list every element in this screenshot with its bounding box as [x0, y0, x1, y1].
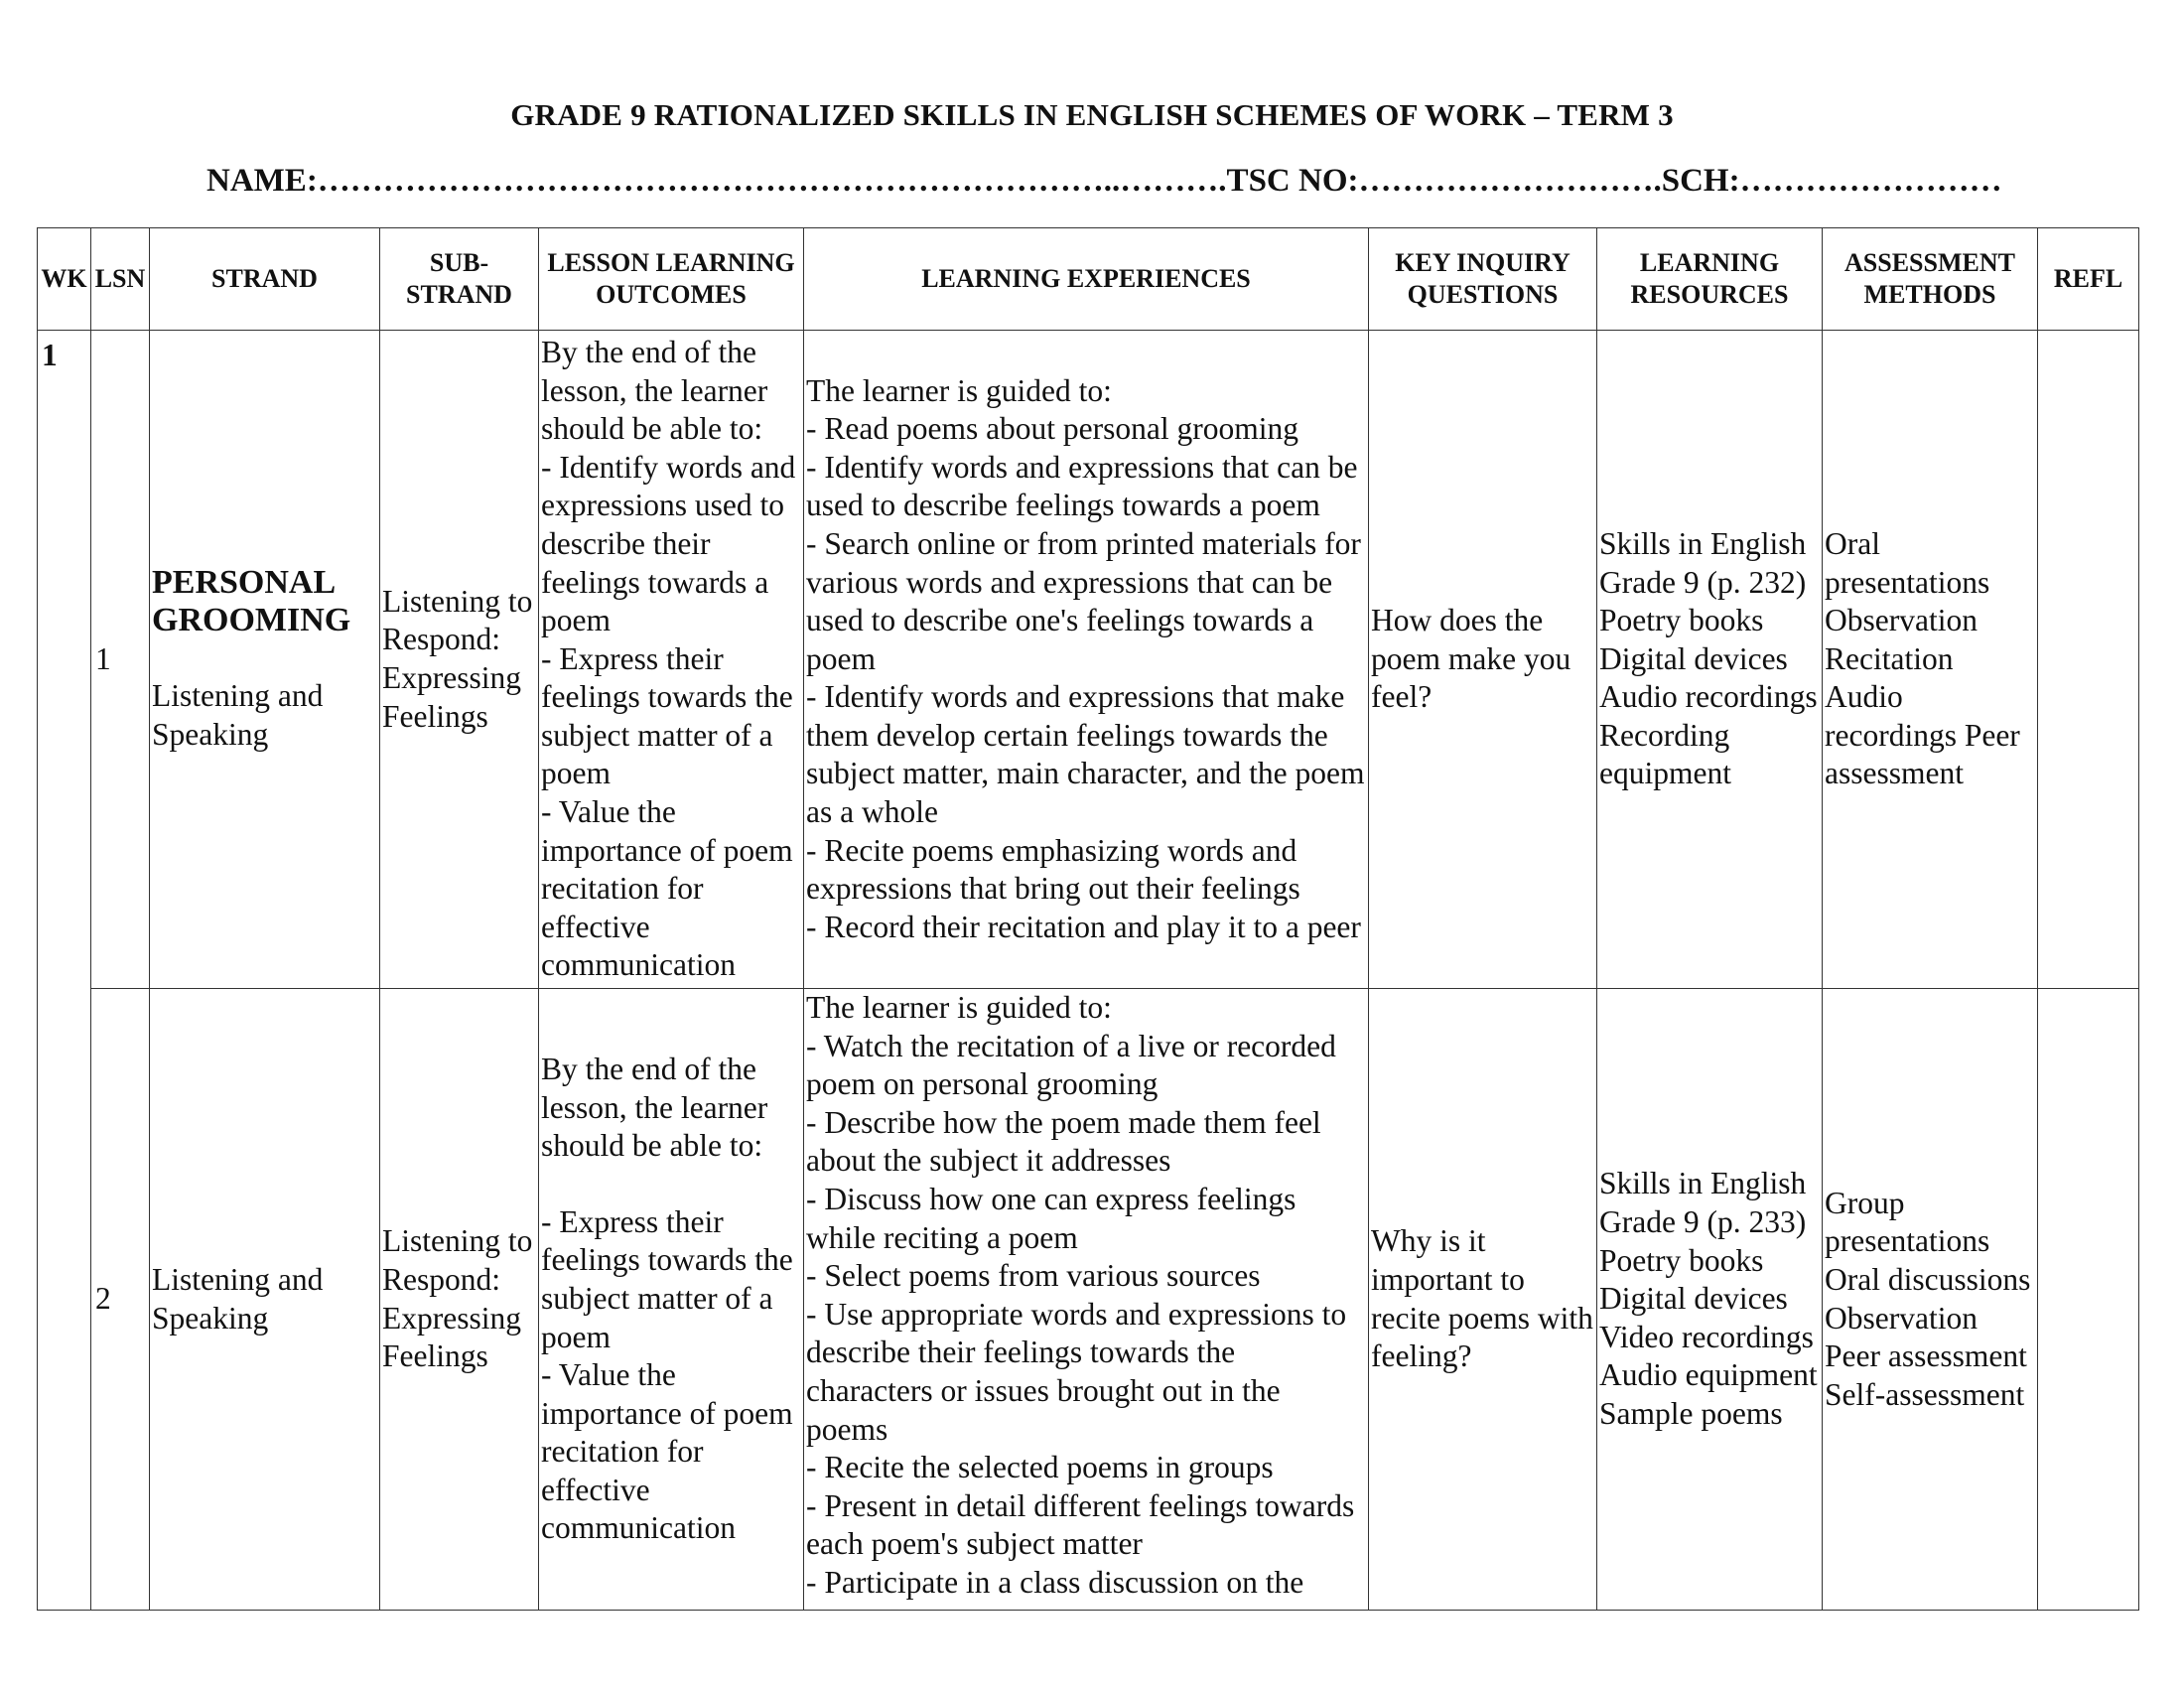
- header-resources: LEARNING RESOURCES: [1597, 228, 1823, 331]
- experience-item: - Use appropriate words and expressions to describe their feelings towards the characters or issues brought out in the poems: [806, 1296, 1347, 1447]
- assessment-methods: Oral presentations Observation Recitation Audio recordings Peer assessment: [1823, 331, 2038, 989]
- header-assessment: ASSESSMENT METHODS: [1823, 228, 2038, 331]
- document-title: GRADE 9 RATIONALIZED SKILLS IN ENGLISH SCHEMES OF WORK – TERM 3: [510, 97, 1674, 132]
- outcome-item: - Express their feelings towards the subject matter of a poem: [541, 1203, 793, 1354]
- lesson-number: 1: [91, 331, 150, 989]
- header-wk: WK: [38, 228, 91, 331]
- experience-item: - Select poems from various sources: [806, 1258, 1261, 1294]
- scheme-of-work-table: [37, 227, 2139, 1611]
- experience-item: - Watch the recitation of a live or recorded poem on personal grooming: [806, 1028, 1336, 1102]
- reflection-cell: [2038, 331, 2139, 989]
- strand-cell: [150, 331, 380, 989]
- outcome-item: - Value the importance of poem recitation for effective communication: [541, 1357, 793, 1546]
- header-row: [38, 228, 2139, 331]
- reflection-cell: [2038, 989, 2139, 1611]
- outcomes-cell: [539, 331, 804, 989]
- header-sub-strand: SUB-STRAND: [380, 228, 539, 331]
- experience-item: - Read poems about personal grooming: [806, 411, 1299, 447]
- outcome-item: - Express their feelings towards the subject matter of a poem: [541, 640, 793, 791]
- header-outcomes: LESSON LEARNING OUTCOMES: [539, 228, 804, 331]
- header-experiences: LEARNING EXPERIENCES: [804, 228, 1369, 331]
- lesson-number: 2: [91, 989, 150, 1611]
- experience-item: - Identify words and expressions that can be used to describe feelings towards a poem: [806, 449, 1358, 523]
- experiences-intro: The learner is guided to:: [806, 372, 1112, 408]
- experience-item: - Present in detail different feelings towards each poem's subject matter: [806, 1487, 1355, 1562]
- learning-resources: Skills in English Grade 9 (p. 232) Poetry books Digital devices Audio recordings Recording equipment: [1597, 331, 1823, 989]
- experience-item: - Participate in a class discussion on the: [806, 1564, 1304, 1600]
- sub-strand-cell: Listening to Respond: Expressing Feelings: [380, 331, 539, 989]
- key-inquiry-question: How does the poem make you feel?: [1369, 331, 1597, 989]
- experience-item: - Describe how the poem made them feel about the subject it addresses: [806, 1104, 1321, 1179]
- experience-item: - Search online or from printed materials for various words and expressions that can be used to describe one's feelings towards a poem: [806, 525, 1361, 676]
- key-inquiry-question: Why is it important to recite poems with feeling?: [1369, 989, 1597, 1611]
- experiences-cell: [804, 989, 1369, 1611]
- experiences-cell: [804, 331, 1369, 989]
- table-row: [38, 989, 2139, 1611]
- experience-item: - Discuss how one can express feelings while reciting a poem: [806, 1181, 1297, 1255]
- strand-name: Listening and Speaking: [152, 678, 324, 752]
- experiences-intro: The learner is guided to:: [806, 990, 1112, 1025]
- name-tsc-school-line: NAME:………………………………………………………………..……….TSC NO:……………………….SCH:……………………: [206, 163, 2002, 199]
- experience-item: - Identify words and expressions that make them develop certain feelings towards the subject matter, main character, and the poem as a whole: [806, 679, 1365, 830]
- table-row: [38, 331, 2139, 989]
- outcomes-intro: By the end of the lesson, the learner should be able to:: [541, 1051, 768, 1164]
- outcome-item: - Identify words and expressions used to describe their feelings towards a poem: [541, 449, 796, 638]
- header-refl: REFL: [2038, 228, 2139, 331]
- learning-resources: Skills in English Grade 9 (p. 233) Poetry books Digital devices Video recordings Audio equipment Sample poems: [1597, 989, 1823, 1611]
- outcome-item: - Value the importance of poem recitation for effective communication: [541, 794, 793, 983]
- assessment-methods: Group presentations Oral discussions Observation Peer assessment Self-assessment: [1823, 989, 2038, 1611]
- header-strand: STRAND: [150, 228, 380, 331]
- strand-title: PERSONAL GROOMING: [152, 564, 351, 639]
- sub-strand-cell: Listening to Respond: Expressing Feelings: [380, 989, 539, 1611]
- experience-item: - Recite the selected poems in groups: [806, 1450, 1274, 1485]
- experience-item: - Record their recitation and play it to a peer: [806, 909, 1361, 944]
- header-lsn: LSN: [91, 228, 150, 331]
- week-number: 1: [38, 331, 91, 1611]
- header-questions: KEY INQUIRY QUESTIONS: [1369, 228, 1597, 331]
- experience-item: - Recite poems emphasizing words and expressions that bring out their feelings: [806, 832, 1300, 907]
- outcomes-intro: By the end of the lesson, the learner should be able to:: [541, 334, 768, 447]
- strand-cell: Listening and Speaking: [150, 989, 380, 1611]
- outcomes-cell: [539, 989, 804, 1611]
